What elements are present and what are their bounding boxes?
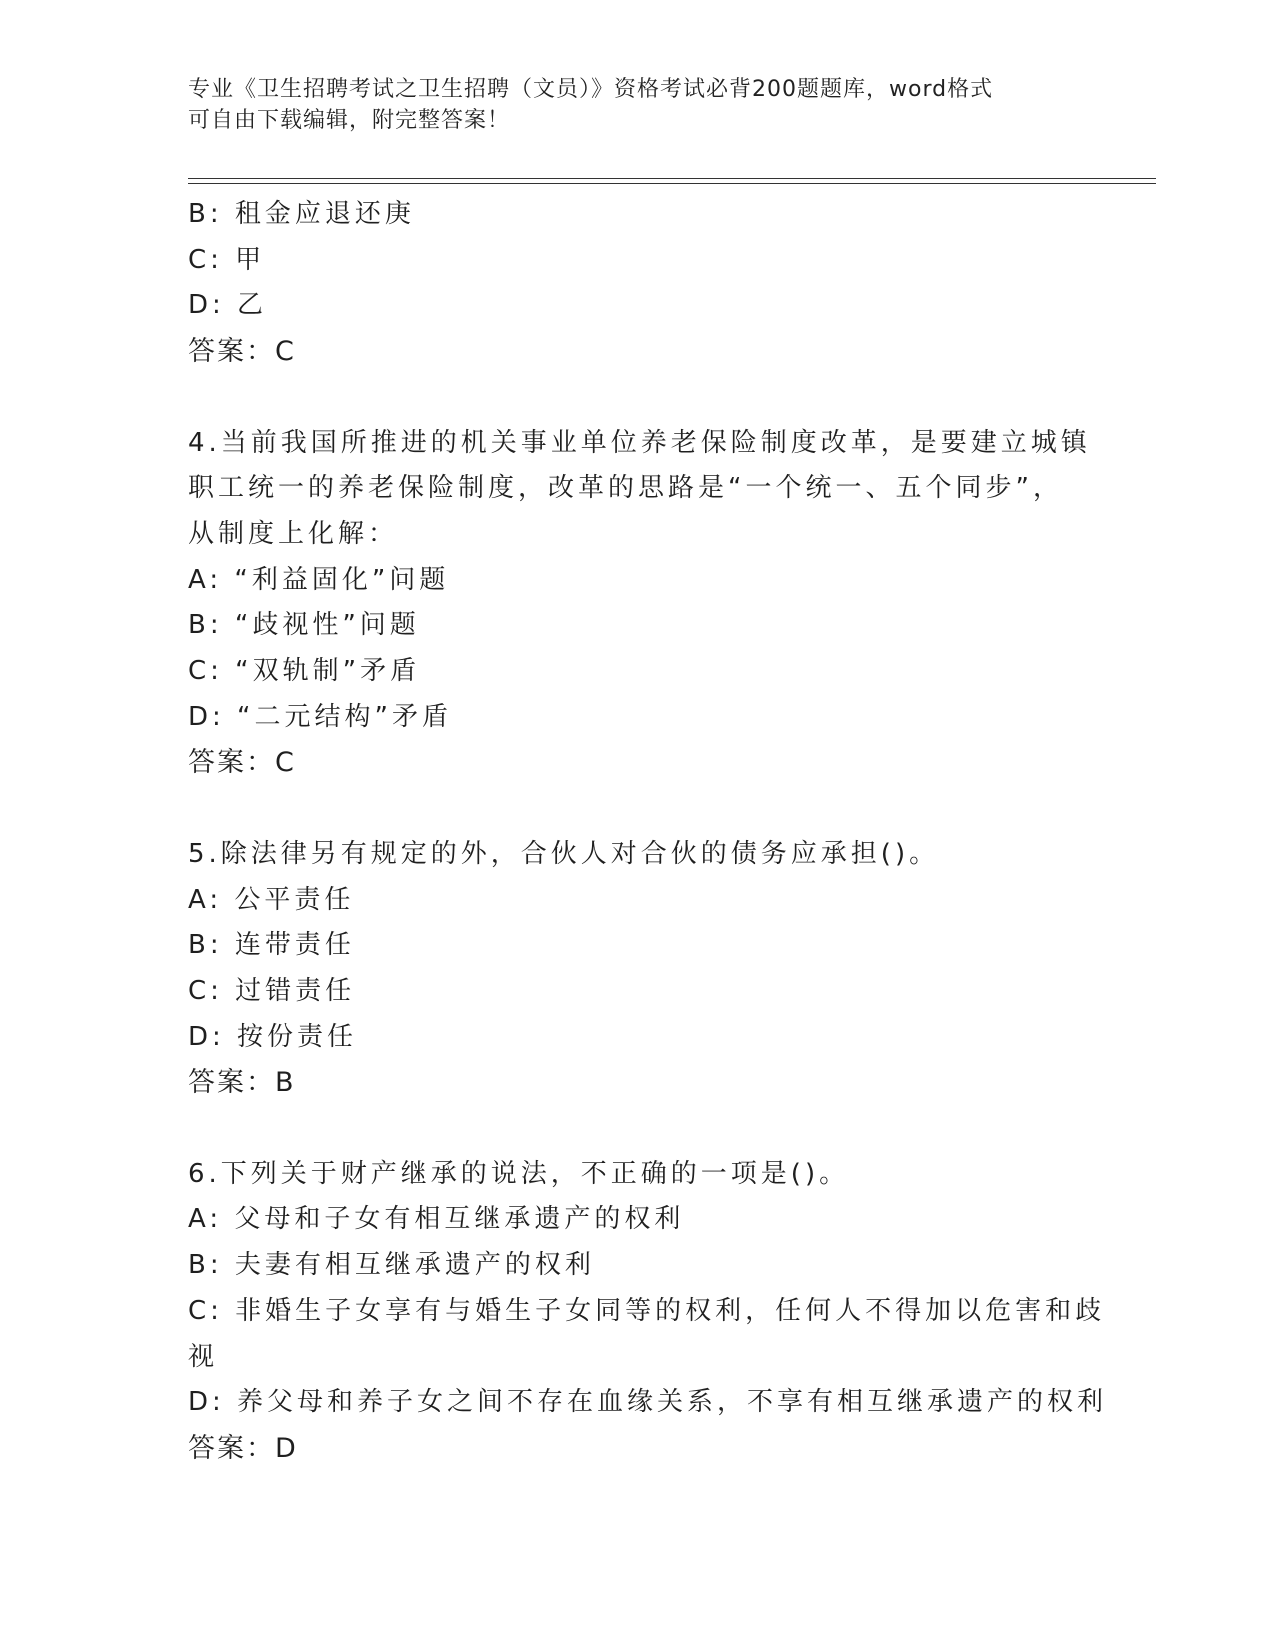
spacer <box>188 375 1088 421</box>
answer-line: 答案：D <box>188 1432 298 1464</box>
question-block-6 <box>188 1152 1108 1472</box>
option-c: C: 甲 <box>188 244 266 275</box>
option-b: B: 夫妻有相互继承遗产的权利 <box>188 1250 595 1281</box>
answer-line: 答案：C <box>188 336 296 368</box>
option-d: D: 按份责任 <box>188 1021 358 1052</box>
document-header <box>188 74 1068 136</box>
answer-line: 答案：C <box>188 747 296 779</box>
question-text: 5.除法律另有规定的外，合伙人对合伙的债务应承担()。 <box>188 838 940 869</box>
option-d: D: “二元结构”矛盾 <box>188 701 452 732</box>
header-divider-top <box>188 178 1156 179</box>
option-d: D: 乙 <box>188 290 268 321</box>
option-d: D: 养父母和养子女之间不存在血缘关系，不享有相互继承遗产的权利 <box>188 1387 1108 1418</box>
question-text: 6.下列关于财产继承的说法，不正确的一项是()。 <box>188 1158 850 1189</box>
option-b: B: 连带责任 <box>188 930 355 961</box>
answer-line: 答案：B <box>188 1067 296 1099</box>
question-block-4 <box>188 421 1091 787</box>
header-divider-bottom <box>188 183 1156 184</box>
option-a: A: 父母和子女有相互继承遗产的权利 <box>188 1204 685 1235</box>
option-c: C: 过错责任 <box>188 975 356 1006</box>
question-text-line-3: 从制度上化解： <box>188 518 399 549</box>
spacer <box>188 786 1088 832</box>
option-c-line-1: C: 非婚生子女享有与婚生子女同等的权利，任何人不得加以危害和歧 <box>188 1295 1106 1326</box>
question-block-5 <box>188 832 1088 1106</box>
option-b: B: “歧视性”问题 <box>188 610 420 641</box>
spacer <box>188 1106 1088 1152</box>
header-title-line-1: 专业《卫生招聘考试之卫生招聘（文员）》资格考试必背200题题库，word格式 <box>188 77 994 102</box>
question-text-line-2: 职工统一的养老保险制度，改革的思路是“一个统一、五个同步”， <box>188 473 1063 504</box>
option-c: C: “双轨制”矛盾 <box>188 656 421 687</box>
question-list <box>188 192 1108 1472</box>
option-a: A: “利益固化”问题 <box>188 564 450 595</box>
question-text-line-1: 4.当前我国所推进的机关事业单位养老保险制度改革，是要建立城镇 <box>188 427 1091 458</box>
option-b: B: 租金应退还庚 <box>188 199 415 229</box>
option-a: A: 公平责任 <box>188 884 355 915</box>
question-block-3 <box>188 192 1088 375</box>
header-title-line-2: 可自由下载编辑，附完整答案！ <box>188 108 511 133</box>
option-c-line-2: 视 <box>188 1341 219 1372</box>
